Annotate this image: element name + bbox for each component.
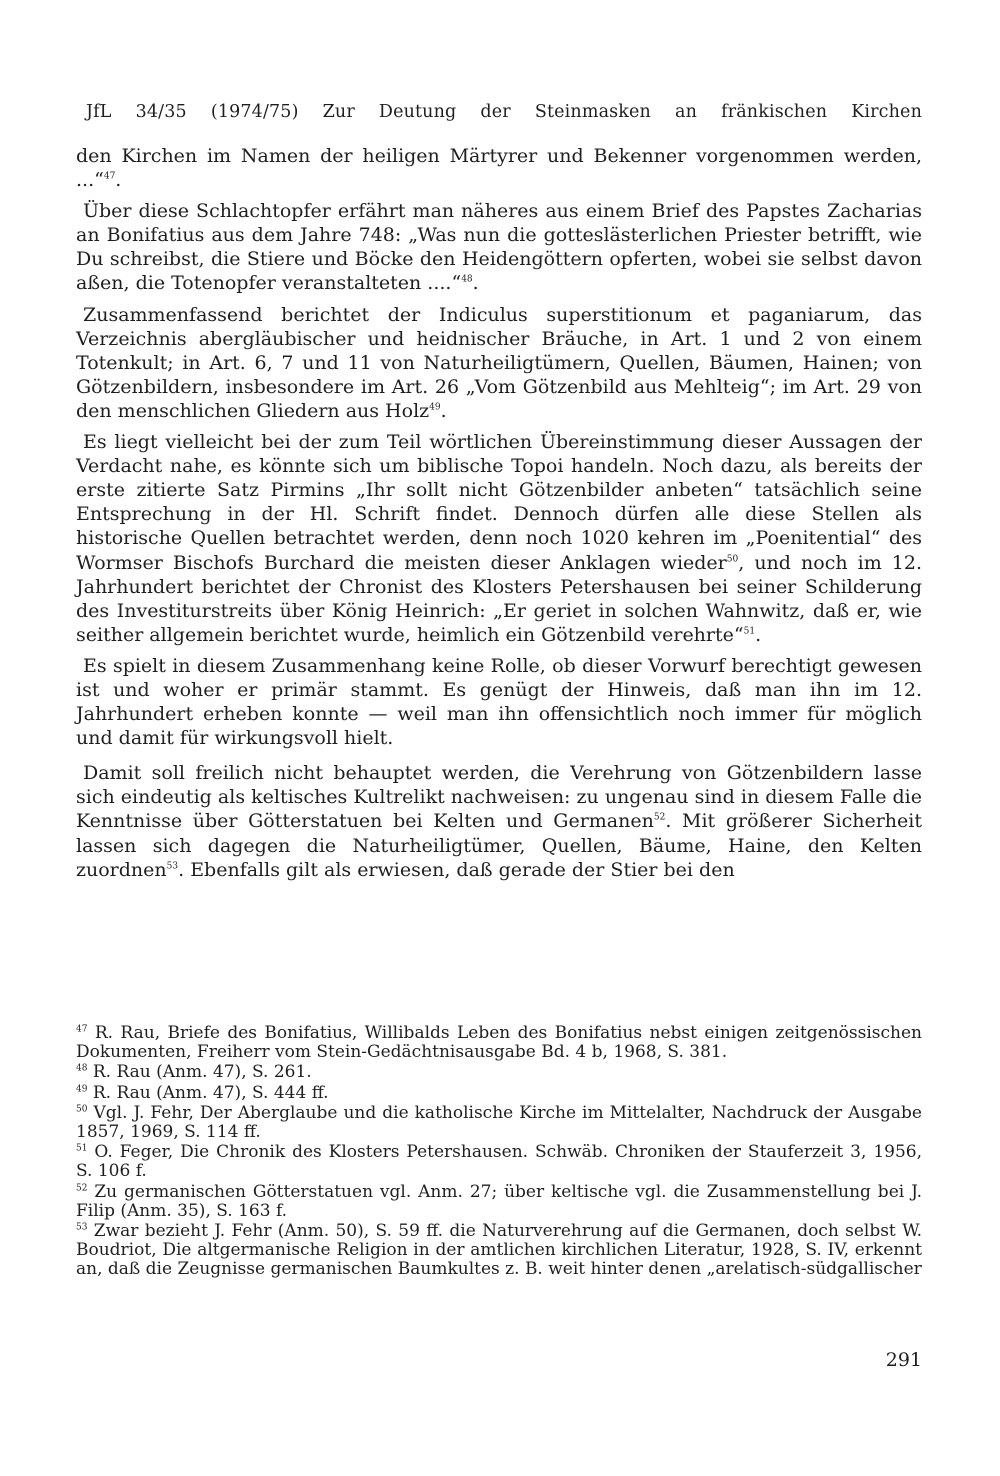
footnote bbox=[76, 1222, 922, 1280]
footnote-ref: 48 bbox=[461, 275, 473, 286]
footnote-number: 51 bbox=[76, 1143, 88, 1154]
footnote-number: 49 bbox=[76, 1083, 88, 1094]
paragraph-text: Damit soll freilich nicht behauptet werden, die Verehrung von Götzenbildern lasse sich eindeutig als keltisches Kultrelikt nachweisen: zu ungenau sind in diesem Falle die Kenntnisse über Götterstatuen bei Kelten und Germanen bbox=[76, 762, 922, 833]
footnote-ref: 51 bbox=[743, 626, 756, 637]
footnote-text: O. Feger, Die Chronik des Klosters Petershausen. Schwäb. Chroniken der Stauferzeit 3, 1956, S. 106 f. bbox=[76, 1142, 922, 1182]
footnote bbox=[76, 1104, 922, 1142]
footnote-ref: 47 bbox=[103, 171, 116, 182]
paragraph-5 bbox=[76, 654, 922, 750]
footnote bbox=[76, 1024, 922, 1062]
footnote bbox=[76, 1063, 922, 1082]
footnote bbox=[76, 1183, 922, 1221]
running-header: JfL 34/35 (1974/75) Zur Deutung der Steinmasken an fränkischen Kirchen bbox=[86, 102, 922, 122]
paragraph-tail: . bbox=[440, 399, 447, 422]
paragraph-text: Über diese Schlachtopfer erfährt man näheres aus einem Brief des Papstes Zacharias an Bonifatius aus dem Jahre 748: „Was nun die gotteslästerlichen Priester betrifft, wie Du schreibst, die Stiere und Böcke den Heidengöttern opferten, wobei sie selbst davon aßen, die Totenopfer veranstalteten ....“ bbox=[76, 200, 922, 295]
paragraph-tail: , und noch im 12. Jahrhundert berichtet der Chronist des Klosters Petershausen bei seiner Schilderung des Investiturstreits über König Heinrich: „Er geriet in solchen Wahnwitz, daß er, wie seither allgemein berichtet wurde, heimlich ein Götzenbild verehrte“ bbox=[76, 551, 923, 646]
paragraph-tail: . Ebenfalls gilt als erwiesen, daß gerade der Stier bei den bbox=[178, 858, 735, 881]
paragraph-text: Zusammenfassend berichtet der Indiculus superstitionum et paganiarum, das Verzeichnis abergläubischer und heidnischer Bräuche, in Art. 1 und 2 von einem Totenkult; in Art. 6, 7 und 11 von Naturheiligtümern, Quellen, Bäumen, Hainen; von Götzenbildern, insbesondere im Art. 26 „Vom Götzenbild aus Mehlteig“; im Art. 29 von den menschlichen Gliedern aus Holz bbox=[76, 303, 922, 422]
footnote-number: 53 bbox=[76, 1222, 88, 1233]
paragraph-2 bbox=[76, 199, 922, 295]
paragraph-6 bbox=[76, 761, 922, 881]
paragraph-text: Es liegt vielleicht bei der zum Teil wörtlichen Übereinstimmung dieser Aussagen der Verdacht nahe, es könnte sich um biblische Topoi handeln. Noch dazu, als bereits der erste zitierte Satz Pirmins „Ihr sollt nicht Götzenbilder anbeten“ tatsächlich seine Entsprechung in der Hl. Schrift findet. Dennoch dürfen alle diese Stellen als historische Quellen betrachtet werden, denn noch 1020 kehren im „Poenitential“ des Wormser Bischofs Burchard die meisten dieser Anklagen wieder bbox=[76, 431, 922, 574]
footnotes bbox=[76, 1024, 922, 1281]
footnote-ref: 53 bbox=[166, 861, 179, 872]
body-text bbox=[76, 144, 922, 889]
footnote-ref: 52 bbox=[653, 813, 666, 824]
footnote-number: 50 bbox=[76, 1104, 88, 1115]
paragraph-1 bbox=[76, 144, 922, 192]
footnote bbox=[76, 1084, 922, 1103]
footnote-text: Zu germanischen Götterstatuen vgl. Anm. 27; über keltische vgl. die Zusammenstellung bei J. Filip (Anm. 35), S. 163 f. bbox=[76, 1181, 922, 1221]
footnote-ref: 49 bbox=[429, 402, 441, 413]
paragraph-tail: . bbox=[755, 623, 762, 646]
footnote-text: R. Rau (Anm. 47), S. 444 ff. bbox=[92, 1082, 329, 1103]
paragraph-4 bbox=[76, 430, 922, 647]
footnote-ref: 50 bbox=[726, 554, 739, 565]
paragraph-text: Es spielt in diesem Zusammenhang keine Rolle, ob dieser Vorwurf berechtigt gewesen ist und woher er primär stammt. Es genügt der Hinweis, daß man ihn im 12. Jahrhundert erheben konnte — weil man ihn offensichtlich noch immer für möglich und damit für wirkungsvoll hielt. bbox=[76, 654, 922, 750]
footnote-text: R. Rau, Briefe des Bonifatius, Willibalds Leben des Bonifatius nebst einigen zeitgenössischen Dokumenten, Freiherr vom Stein-Gedächtnisausgabe Bd. 4 b, 1968, S. 381. bbox=[76, 1023, 922, 1063]
paragraph-tail: . bbox=[115, 169, 122, 192]
footnote-number: 47 bbox=[76, 1024, 88, 1035]
footnote-text: R. Rau (Anm. 47), S. 261. bbox=[92, 1062, 312, 1083]
paragraph-tail: . bbox=[472, 272, 479, 295]
footnote-text: Zwar bezieht J. Fehr (Anm. 50), S. 59 ff. die Naturverehrung auf die Germanen, doch selbst W. Boudriot, Die altgermanische Religion in der amtlichen kirchlichen Literatur, 1928, S. IV, erkennt an, daß die Zeugnisse germanischen Baumkultes z. B. weit hinter denen „arelatisch-südgallischer bbox=[76, 1221, 922, 1280]
footnote-number: 52 bbox=[76, 1182, 88, 1193]
paragraph-3 bbox=[76, 303, 922, 423]
paragraph-text: den Kirchen im Namen der heiligen Märtyrer und Bekenner vorgenommen werden, ...“ bbox=[76, 145, 922, 192]
footnote-number: 48 bbox=[76, 1063, 88, 1074]
footnote bbox=[76, 1143, 922, 1181]
paragraph-tail: . Mit größerer Sicherheit lassen sich dagegen die Naturheiligtümer, Quellen, Bäume, Haine, den Kelten zuordnen bbox=[76, 810, 923, 881]
footnote-text: Vgl. J. Fehr, Der Aberglaube und die katholische Kirche im Mittelalter, Nachdruck der Ausgabe 1857, 1969, S. 114 ff. bbox=[76, 1102, 922, 1143]
document-page bbox=[76, 0, 924, 1476]
page-number: 291 bbox=[885, 1349, 922, 1371]
